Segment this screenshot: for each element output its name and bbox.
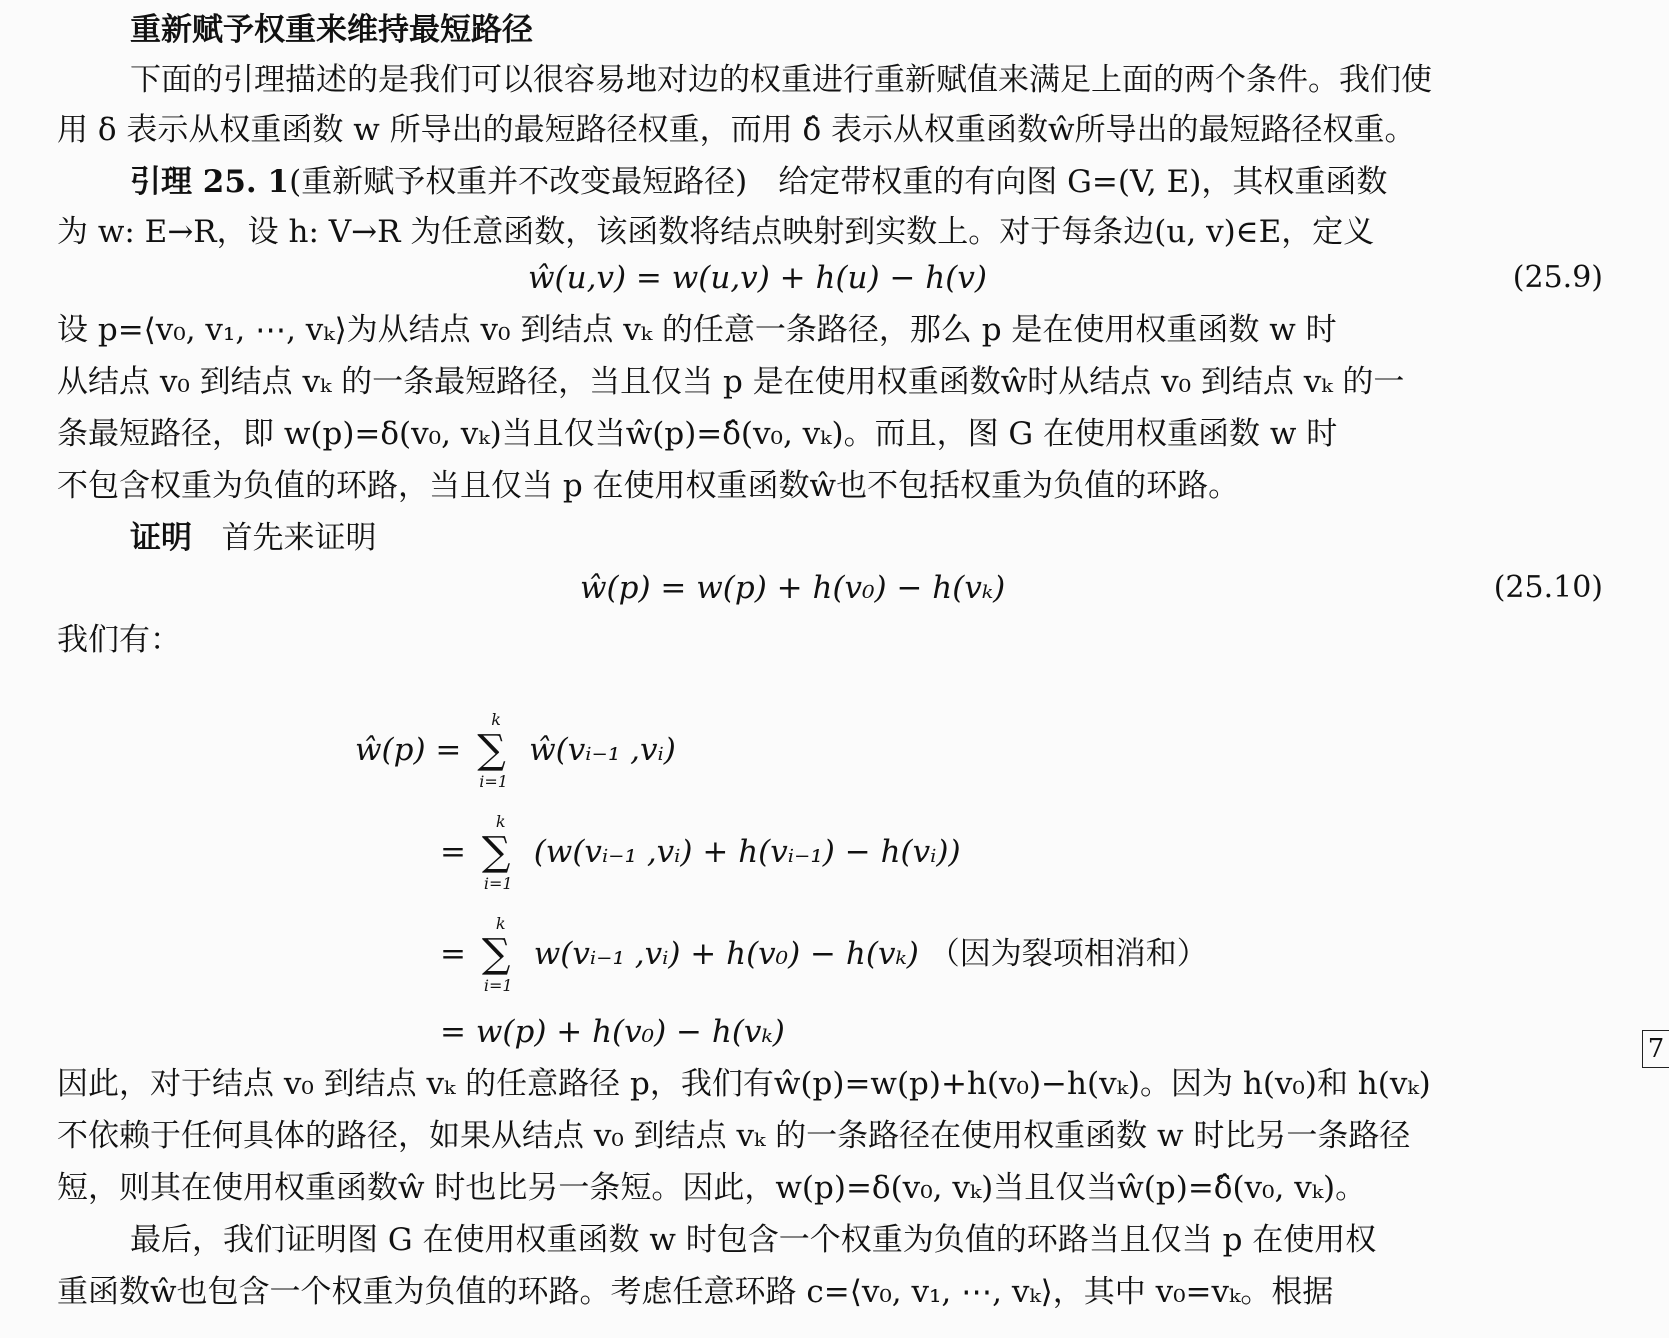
sum-upper-limit: k <box>495 811 506 831</box>
proof-line: 短，则其在使用权重函数ŵ 时也比另一条短。因此，w(p)=δ(v₀, vₖ)当且仅当ŵ(p)=δ̂(v₀, vₖ)。 <box>57 1170 1367 1206</box>
proof-line <box>130 518 377 558</box>
sum-symbol: ∑ <box>477 726 506 773</box>
derivation-body: w(vᵢ₋₁ ,vᵢ) + h(v₀) − h(vₖ) <box>533 936 919 972</box>
summation <box>476 913 524 995</box>
sum-upper-limit: k <box>495 913 506 933</box>
derivation-row-2 <box>440 811 961 893</box>
sum-lower-limit: i=1 <box>479 771 508 791</box>
lemma-line: 条最短路径，即 w(p)=δ(v₀, vₖ)当且仅当ŵ(p)=δ̂(v₀, vₖ)。而且，图 G 在使用权重函数 w 时 <box>57 416 1338 452</box>
derivation-lhs: ŵ(p) = <box>355 732 462 768</box>
lemma-line: 为 w: E→R，设 h: V→R 为任意函数，该函数将结点映射到实数上。对于每条边(u, v)∈E，定义 <box>57 214 1375 250</box>
sum-upper-limit: k <box>491 709 501 729</box>
derivation-lhs: = <box>440 936 466 972</box>
derivation-row-4 <box>440 1012 785 1052</box>
proof-line: 重函数ŵ也包含一个权重为负值的环路。考虑任意环路 c=⟨v₀, v₁, ⋯, vₖ⟩，其中 v₀=vₖ。根据 <box>57 1274 1334 1310</box>
lemma-title: (重新赋予权重并不改变最短路径) 给定带权重的有向图 G=(V, E)，其权重函数 <box>289 164 1388 200</box>
proof-line: 最后，我们证明图 G 在使用权重函数 w 时包含一个权重为负值的环路当且仅当 p 在使用权 <box>130 1222 1377 1258</box>
summation <box>471 709 519 791</box>
derivation-body: ŵ(vᵢ₋₁ ,vᵢ) <box>529 732 676 768</box>
proof-label: 证明 <box>130 520 192 556</box>
lemma-line: 设 p=⟨v₀, v₁, ⋯, vₖ⟩为从结点 v₀ 到结点 vₖ 的任意一条路径，那么 p 是在使用权重函数 w 时 <box>57 312 1337 348</box>
proof-line: 不依赖于任何具体的路径，如果从结点 v₀ 到结点 vₖ 的一条路径在使用权重函数 w 时比另一条路径 <box>57 1118 1411 1154</box>
lemma-line <box>130 162 1387 202</box>
paragraph-line: 下面的引理描述的是我们可以很容易地对边的权重进行重新赋值来满足上面的两个条件。我们使 <box>130 62 1432 98</box>
equation-25-9: ŵ(u,v) = w(u,v) + h(u) − h(v) <box>528 260 987 296</box>
derivation-row-1 <box>355 709 676 791</box>
lemma-line: 不包含权重为负值的环路，当且仅当 p 在使用权重函数ŵ也不包括权重为负值的环路。 <box>57 468 1240 504</box>
sum-lower-limit: i=1 <box>483 873 513 893</box>
we-have-line: 我们有： <box>57 622 181 658</box>
section-heading: 重新赋予权重来维持最短路径 <box>130 12 533 48</box>
equation-number: (25.9) <box>1512 260 1603 295</box>
sum-symbol: ∑ <box>481 828 511 875</box>
proof-intro: 首先来证明 <box>221 520 377 556</box>
sum-lower-limit: i=1 <box>483 975 513 995</box>
sum-symbol: ∑ <box>481 930 511 977</box>
lemma-line: 从结点 v₀ 到结点 vₖ 的一条最短路径，当且仅当 p 是在使用权重函数ŵ时从结点 v₀ 到结点 vₖ 的一 <box>57 364 1405 400</box>
derivation-row-3 <box>440 913 1208 995</box>
lemma-label: 引理 25. 1 <box>130 164 290 200</box>
margin-page-marker: 7 <box>1642 1030 1669 1068</box>
proof-line: 因此，对于结点 v₀ 到结点 vₖ 的任意路径 p，我们有ŵ(p)=w(p)+h(v₀)−h(vₖ)。因为 h(v₀)和 h(vₖ) <box>57 1066 1431 1102</box>
equation-25-10: ŵ(p) = w(p) + h(v₀) − h(vₖ) <box>580 570 1006 606</box>
summation <box>476 811 524 893</box>
equation-number: (25.10) <box>1493 570 1603 605</box>
derivation-note: （因为裂项相消和） <box>928 936 1208 972</box>
derivation-body: w(p) + h(v₀) − h(vₖ) <box>475 1014 785 1050</box>
derivation-body: (w(vᵢ₋₁ ,vᵢ) + h(vᵢ₋₁) − h(vᵢ)) <box>533 834 961 870</box>
derivation-lhs: = <box>440 834 466 870</box>
paragraph-line: 用 δ 表示从权重函数 w 所导出的最短路径权重，而用 δ̂ 表示从权重函数ŵ所导出的最短路径权重。 <box>57 112 1416 148</box>
derivation-lhs: = <box>440 1014 466 1050</box>
